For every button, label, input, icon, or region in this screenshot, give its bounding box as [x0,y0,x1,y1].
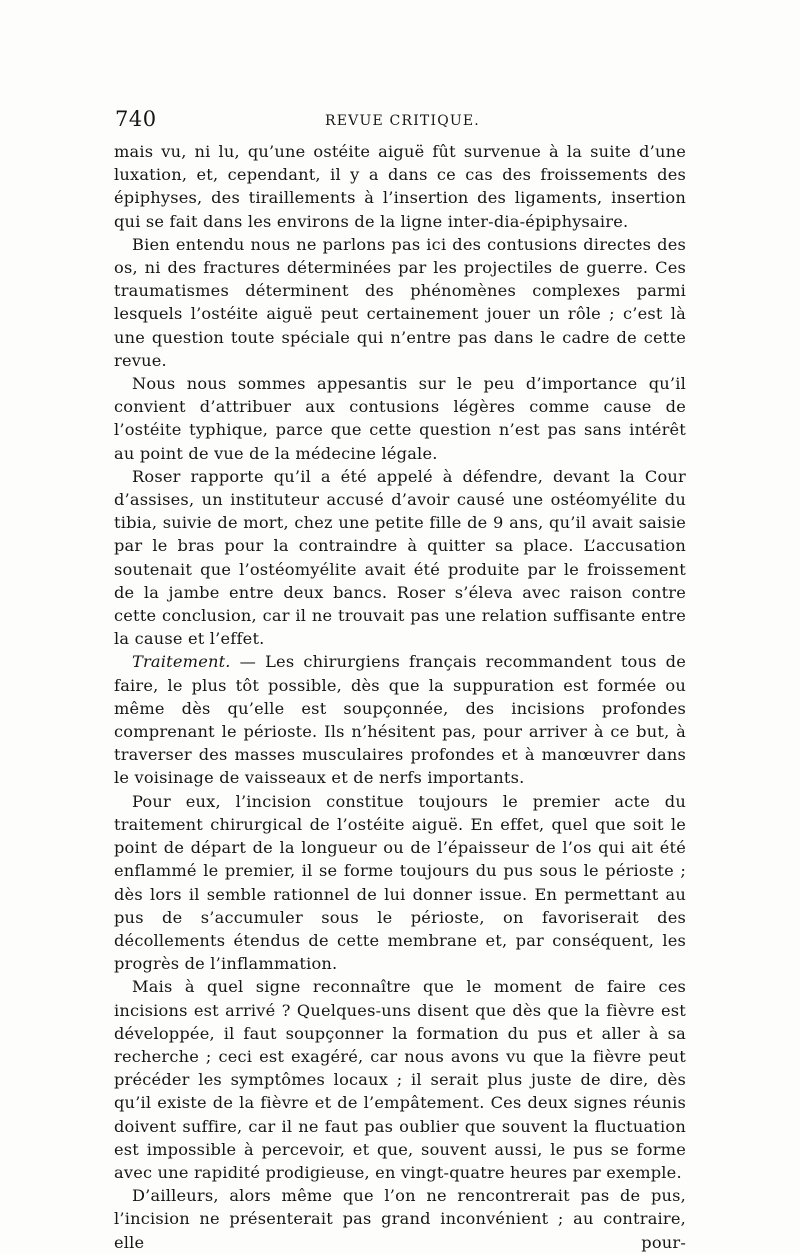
paragraph-1 [114,140,686,233]
paragraph-5 [114,650,686,789]
page-number: 740 [115,107,157,131]
paragraph-text: Mais à quel signe reconnaître que le moment de faire ces incisions est arrivé ? Quelques-uns disent que dès que la fièvre est développée, il faut soupçonner la formation du pus et aller à sa recherche ; ceci est exagéré, car nous avons vu que la fièvre peut précéder les symptômes locaux ; il serait plus juste de dire, dès qu’il existe de la fièvre et de l’empâtement. Ces deux signes réunis doivent suffire, car il ne faut pas oublier que souvent la fluctuation est impossible à percevoir, et que, souvent aussi, le pus se forme avec une rapidité prodigieuse, en vingt-quatre heures par exemple. [114,977,686,1182]
page-header [113,103,691,133]
paragraph-text: Roser rapporte qu’il a été appelé à défendre, devant la Cour d’assises, un instituteur accusé d’avoir causé une ostéomyélite du tibia, suivie de mort, chez une petite fille de 9 ans, qu’il avait saisie par le bras pour la contraindre à quitter sa place. L’accusation soutenait que l’ostéomyélite avait été produite par le froissement de la jambe entre deux bancs. Roser s’éleva avec raison contre cette conclusion, car il ne trouvait pas une relation suffisante entre la cause et l’effet. [114,466,686,649]
paragraph-6 [114,790,686,976]
paragraph-text: Pour eux, l’incision constitue toujours le premier acte du traitement chirurgical de l’ostéite aiguë. En effet, quel que soit le point de départ de la longueur ou de l’épaisseur de l’os qui ait été enflammé le premier, il se forme toujours du pus sous le périoste ; dès lors il semble rationnel de lui donner issue. En permettant au pus de s’accumuler sous le périoste, on favoriserait des décollements étendus de cette membrane et, par conséquent, les progrès de l’inflammation. [114,791,686,974]
running-title: REVUE CRITIQUE. [325,113,480,129]
paragraph-text: D’ailleurs, alors même que l’on ne rencontrerait pas de pus, l’incision ne présenterait pas grand inconvénient ; au contraire, elle pour- [114,1186,686,1252]
paragraph-4 [114,465,686,651]
paragraph-text: — Les chirurgiens français recommandent tous de faire, le plus tôt possible, dès que la suppuration est formée ou même dès qu’elle est soupçonnée, des incisions profondes comprenant le périoste. Ils n’hésitent pas, pour arriver à ce but, à traverser des masses musculaires profondes et à manœuvrer dans le voisinage de vaisseaux et de nerfs importants. [114,652,686,788]
paragraph-text: mais vu, ni lu, qu’une ostéite aiguë fût survenue à la suite d’une luxation, et, cependant, il y a dans ce cas des froissements des épiphyses, des tiraillements à l’insertion des ligaments, insertion qui se fait dans les environs de la ligne inter-dia-épiphysaire. [114,142,686,231]
paragraph-8 [114,1184,686,1254]
body-text [114,140,686,1254]
paragraph-text: Nous nous sommes appesantis sur le peu d’importance qu’il convient d’attribuer aux contusions légères comme cause de l’ostéite typhique, parce que cette question n’est pas sans intérêt au point de vue de la médecine légale. [114,374,686,463]
paragraph-text: Bien entendu nous ne parlons pas ici des contusions directes des os, ni des fractures déterminées par les projectiles de guerre. Ces traumatismes déterminent des phénomènes complexes parmi lesquels l’ostéite aiguë peut certainement jouer un rôle ; c’est là une question toute spéciale qui n’entre pas dans le cadre de cette revue. [114,234,686,370]
paragraph-3 [114,372,686,465]
paragraph-2 [114,233,686,372]
section-heading-traitement: Traitement. [132,652,231,672]
paragraph-7 [114,975,686,1184]
